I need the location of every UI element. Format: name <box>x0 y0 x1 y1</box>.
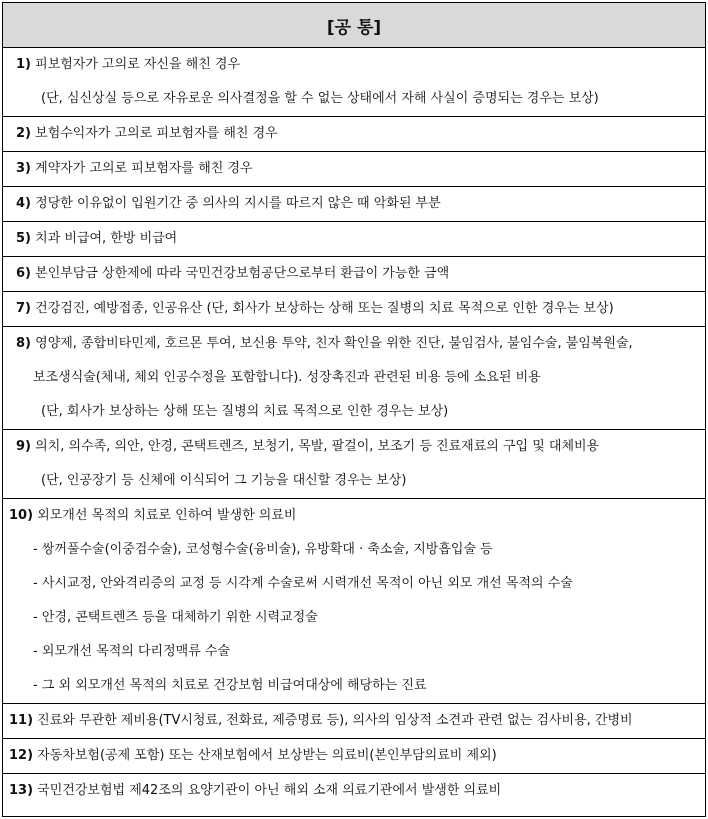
row-main <box>3 739 705 773</box>
row-text: 영양제, 종합비타민제, 호르몬 투여, 보신용 투약, 친자 확인을 위한 진단, 불임검사, 불임수술, 불임복원술, <box>31 336 633 351</box>
row-main <box>3 257 705 291</box>
table-row <box>3 187 705 222</box>
row-main <box>3 704 705 738</box>
table-row <box>3 774 705 808</box>
row-main <box>3 430 705 464</box>
table-row <box>3 48 705 117</box>
row-main <box>3 292 705 326</box>
row-main <box>3 117 705 151</box>
table-row <box>3 222 705 257</box>
row-text: 본인부담금 상한제에 따라 국민건강보험공단으로부터 환급이 가능한 금액 <box>31 266 450 281</box>
row-main <box>3 499 705 533</box>
table-row <box>3 704 705 739</box>
row-number: 9) <box>16 439 31 454</box>
row-number: 10) <box>9 508 34 523</box>
row-text: 피보험자가 고의로 자신을 해친 경우 <box>31 57 241 72</box>
row-number: 3) <box>16 161 31 176</box>
row-main <box>3 327 705 361</box>
table-row <box>3 117 705 152</box>
row-main <box>3 222 705 256</box>
table-title: [공 통] <box>3 3 705 48</box>
row-text: 자동차보험(공제 포함) 또는 산재보험에서 보상받는 의료비(본인부담의료비 제외) <box>33 748 497 763</box>
row-number: 12) <box>9 748 34 763</box>
row-number: 7) <box>16 301 31 316</box>
row-text: 국민건강보험법 제42조의 요양기관이 아닌 해외 소재 의료기관에서 발생한 의료비 <box>33 783 502 798</box>
table-row <box>3 257 705 292</box>
row-text: 외모개선 목적의 치료로 인하여 발생한 의료비 <box>33 508 297 523</box>
table-row <box>3 499 705 704</box>
row-text: 진료와 무관한 제비용(TV시청료, 전화료, 제증명료 등), 의사의 임상적 소견과 관련 없는 검사비용, 간병비 <box>33 713 633 728</box>
row-number: 8) <box>16 336 31 351</box>
row-main <box>3 48 705 82</box>
row-number: 1) <box>16 57 31 72</box>
row-continuation: 보조생식술(체내, 체외 인공수정을 포함합니다). 성장촉진과 관련된 비용 등에 소요된 비용 <box>33 370 541 385</box>
row-dash-item: - 쌍꺼풀수술(이중검수술), 코성형수술(융비술), 유방확대 · 축소술, 지방흡입술 등 <box>33 542 493 557</box>
row-note: (단, 인공장기 등 신체에 이식되어 그 기능을 대신할 경우는 보상) <box>41 473 407 488</box>
row-text: 보험수익자가 고의로 피보험자를 해친 경우 <box>31 126 278 141</box>
row-text: 정당한 이유없이 입원기간 중 의사의 지시를 따르지 않은 때 악화된 부분 <box>31 196 441 211</box>
table-row <box>3 152 705 187</box>
row-text: 의치, 의수족, 의안, 안경, 콘택트렌즈, 보청기, 목발, 팔걸이, 보조기 등 진료재료의 구입 및 대체비용 <box>31 439 600 454</box>
row-note: (단, 회사가 보상하는 상해 또는 질병의 치료 목적으로 인한 경우는 보상) <box>41 404 449 419</box>
row-number: 4) <box>16 196 31 211</box>
exclusions-table <box>2 2 706 817</box>
table-row <box>3 739 705 774</box>
row-main <box>3 187 705 221</box>
row-dash-item: - 외모개선 목적의 다리정맥류 수술 <box>33 644 231 659</box>
row-dash-item: - 그 외 외모개선 목적의 치료로 건강보험 비급여대상에 해당하는 진료 <box>33 678 427 693</box>
row-dash-item: - 안경, 콘택트렌즈 등을 대체하기 위한 시력교정술 <box>33 610 318 625</box>
row-text: 치과 비급여, 한방 비급여 <box>31 231 178 246</box>
row-note: (단, 심신상실 등으로 자유로운 의사결정을 할 수 없는 상태에서 자해 사실이 증명되는 경우는 보상) <box>41 91 599 106</box>
table-row <box>3 430 705 499</box>
row-number: 5) <box>16 231 31 246</box>
row-main <box>3 152 705 186</box>
row-number: 11) <box>9 713 34 728</box>
row-text: 건강검진, 예방접종, 인공유산 (단, 회사가 보상하는 상해 또는 질병의 치료 목적으로 인한 경우는 보상) <box>31 301 614 316</box>
row-main <box>3 774 705 808</box>
row-number: 13) <box>9 783 34 798</box>
row-text: 계약자가 고의로 피보험자를 해친 경우 <box>31 161 253 176</box>
table-row <box>3 292 705 327</box>
table-row <box>3 327 705 430</box>
row-number: 6) <box>16 266 31 281</box>
row-number: 2) <box>16 126 31 141</box>
row-dash-item: - 사시교정, 안와격리증의 교정 등 시각계 수술로써 시력개선 목적이 아닌 외모 개선 목적의 수술 <box>33 576 573 591</box>
